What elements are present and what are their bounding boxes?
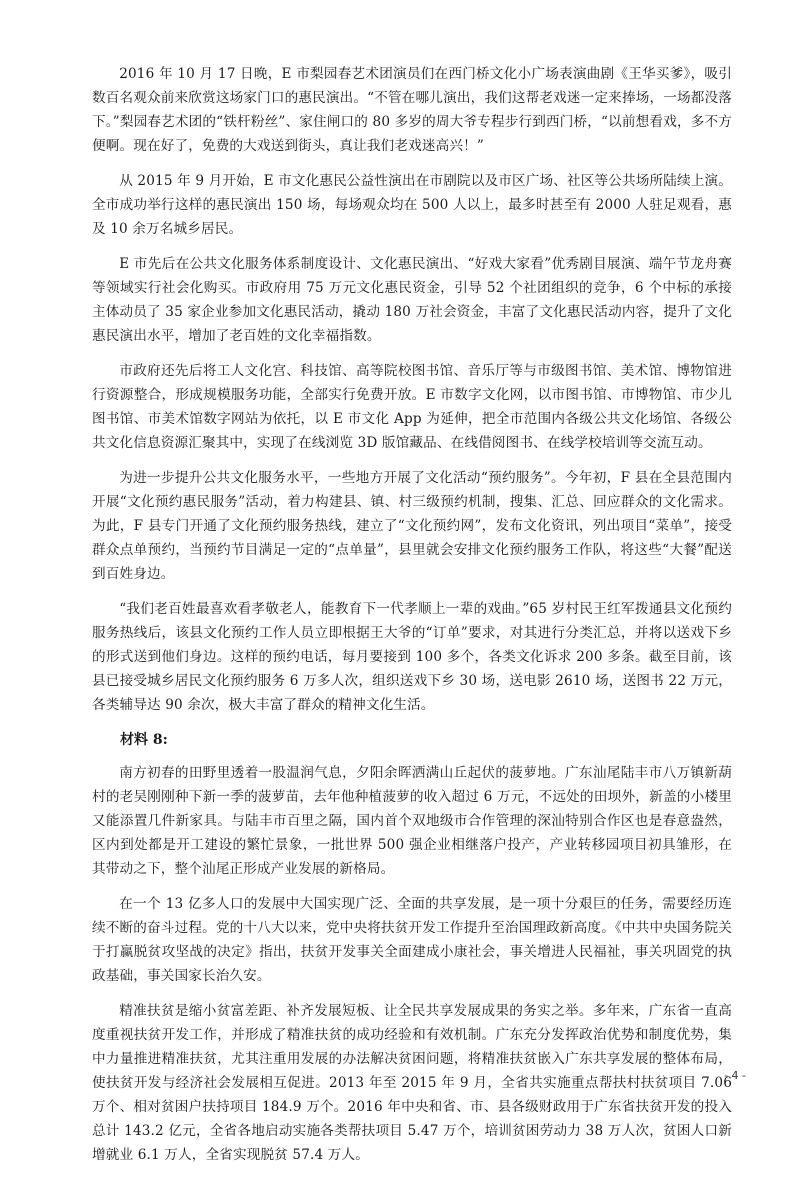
paragraph-7: 南方初春的田野里透着一股温润气息，夕阳余晖洒满山丘起伏的菠萝地。广东汕尾陆丰市八万镇新葫村的老吴刚刚种下新一季的菠萝苗，去年他种植菠萝的收入超过 6 万元，不远处的田坝外，新盖的小楼里又能添置几件新家具。与陆丰市百里之隔，国内首个双地级市合作管理的深汕特别合作区也是春意盎然，区内到处都是开工建设的繁忙景象，一批世界 500 强企业相继落户投产，产业转移园项目初具雏形，在其带动之下，整个汕尾正形成产业发展的新格局。 <box>92 765 732 877</box>
document-page <box>92 62 732 1178</box>
paragraph-1: 2016 年 10 月 17 日晚，E 市梨园春艺术团演员们在西门桥文化小广场表演曲剧《王华买爹》，吸引数百名观众前来欣赏这场家门口的惠民演出。“不管在哪儿演出，我们这帮老戏迷一定来捧场，一场都没落下。”梨园春艺术团的“铁杆粉丝”、家住闸口的 80 多岁的周大爷专程步行到西门桥，“以前想看戏，多不方便啊。现在好了，免费的大戏送到街头，真让我们老戏迷高兴！” <box>92 66 732 154</box>
paragraph-4: 市政府还先后将工人文化宫、科技馆、高等院校图书馆、音乐厅等与市级图书馆、美术馆、博物馆进行资源整合，形成规模服务功能，全部实行免费开放。E 市数字文化网，以市图书馆、市博物馆、市少儿图书馆、市美术馆数字网站为依托，以 E 市文化 App 为延伸，把全市范围内各级公共文化场馆、各级公共文化信息资源汇聚其中，实现了在线浏览 3D 版馆藏品、在线借阅图书、在线学校培训等交流互动。 <box>92 363 732 451</box>
paragraph-2: 从 2015 年 9 月开始，E 市文化惠民公益性演出在市剧院以及市区广场、社区等公共场所陆续上演。全市成功举行这样的惠民演出 150 场，每场观众均在 500 人以上，最多时甚至有 2000 人驻足观看，惠及 10 余万名城乡居民。 <box>92 173 732 237</box>
paragraph-6: “我们老百姓最喜欢看孝敬老人，能教育下一代孝顺上一辈的戏曲。”65 岁村民王红军拨通县文化预约服务热线后，该县文化预约工作人员立即根据王大爷的“订单”要求，对其进行分类汇总，并将以送戏下乡的形式送到他们身边。这样的预约电话，每月要接到 100 多个，各类文化诉求 200 多条。截至目前，该县已接受城乡居民文化预约服务 6 万多人次，组织送戏下乡 30 场，送电影 2610 场，送图书 22 万元，各类辅导达 90 余次，极大丰富了群众的精神文化生活。 <box>92 601 732 713</box>
section-heading-material-8: 材料 8: <box>120 732 168 748</box>
page-number: - 4 - <box>724 1069 746 1082</box>
paragraph-3: E 市先后在公共文化服务体系制度设计、文化惠民演出、“好戏大家看”优秀剧目展演、端午节龙舟赛等领域实行社会化购买。市政府用 75 万元文化惠民资金，引导 52 个社团组织的竞争，6 个中标的承接主体动员了 35 家企业参加文化惠民活动，撬动 180 万社会资金，丰富了文化惠民活动内容，提升了文化惠民演出水平，增加了老百姓的文化幸福指数。 <box>92 256 732 344</box>
paragraph-8: 在一个 13 亿多人口的发展中大国实现广泛、全面的共享发展，是一项十分艰巨的任务，需要经历连续不断的奋斗过程。党的十八大以来，党中央将扶贫开发工作提升至治国理政新高度。《中共中央国务院关于打赢脱贫攻坚战的决定》指出，扶贫开发事关全面建成小康社会，事关增进人民福祉，事关巩固党的执政基础，事关国家长治久安。 <box>92 896 732 984</box>
paragraph-5: 为进一步提升公共文化服务水平，一些地方开展了文化活动“预约服务”。今年初，F 县在全县范围内开展“文化预约惠民服务”活动，着力构建县、镇、村三级预约机制，搜集、汇总、回应群众的文化需求。为此，F 县专门开通了文化预约服务热线，建立了“文化预约网”，发布文化资讯，列出项目“菜单”，接受群众点单预约，当预约节目满足一定的“点单量”，县里就会安排文化预约服务工作队，将这些“大餐”配送到百姓身边。 <box>92 470 732 582</box>
paragraph-9: 精准扶贫是缩小贫富差距、补齐发展短板、让全民共享发展成果的务实之举。多年来，广东省一直高度重视扶贫开发工作，并形成了精准扶贫的成功经验和有效机制。广东充分发挥政治优势和制度优势，集中力量推进精准扶贫，尤其注重用发展的办法解决贫困问题，将精准扶贫嵌入广东共享发展的整体布局，使扶贫开发与经济社会发展相互促进。2013 年至 2015 年 9 月，全省共实施重点帮扶村扶贫项目 7.06 万个、相对贫困户扶持项目 184.9 万个。2016 年中央和省、市、县各级财政用于广东省扶贫开发的投入总计 143.2 亿元，全省各地启动实施各类帮扶项目 5.47 万个，培训贫困劳动力 38 万人次，贫困人口新增就业 6.1 万人，全省实现脱贫 57.4 万人。 <box>92 1003 732 1163</box>
